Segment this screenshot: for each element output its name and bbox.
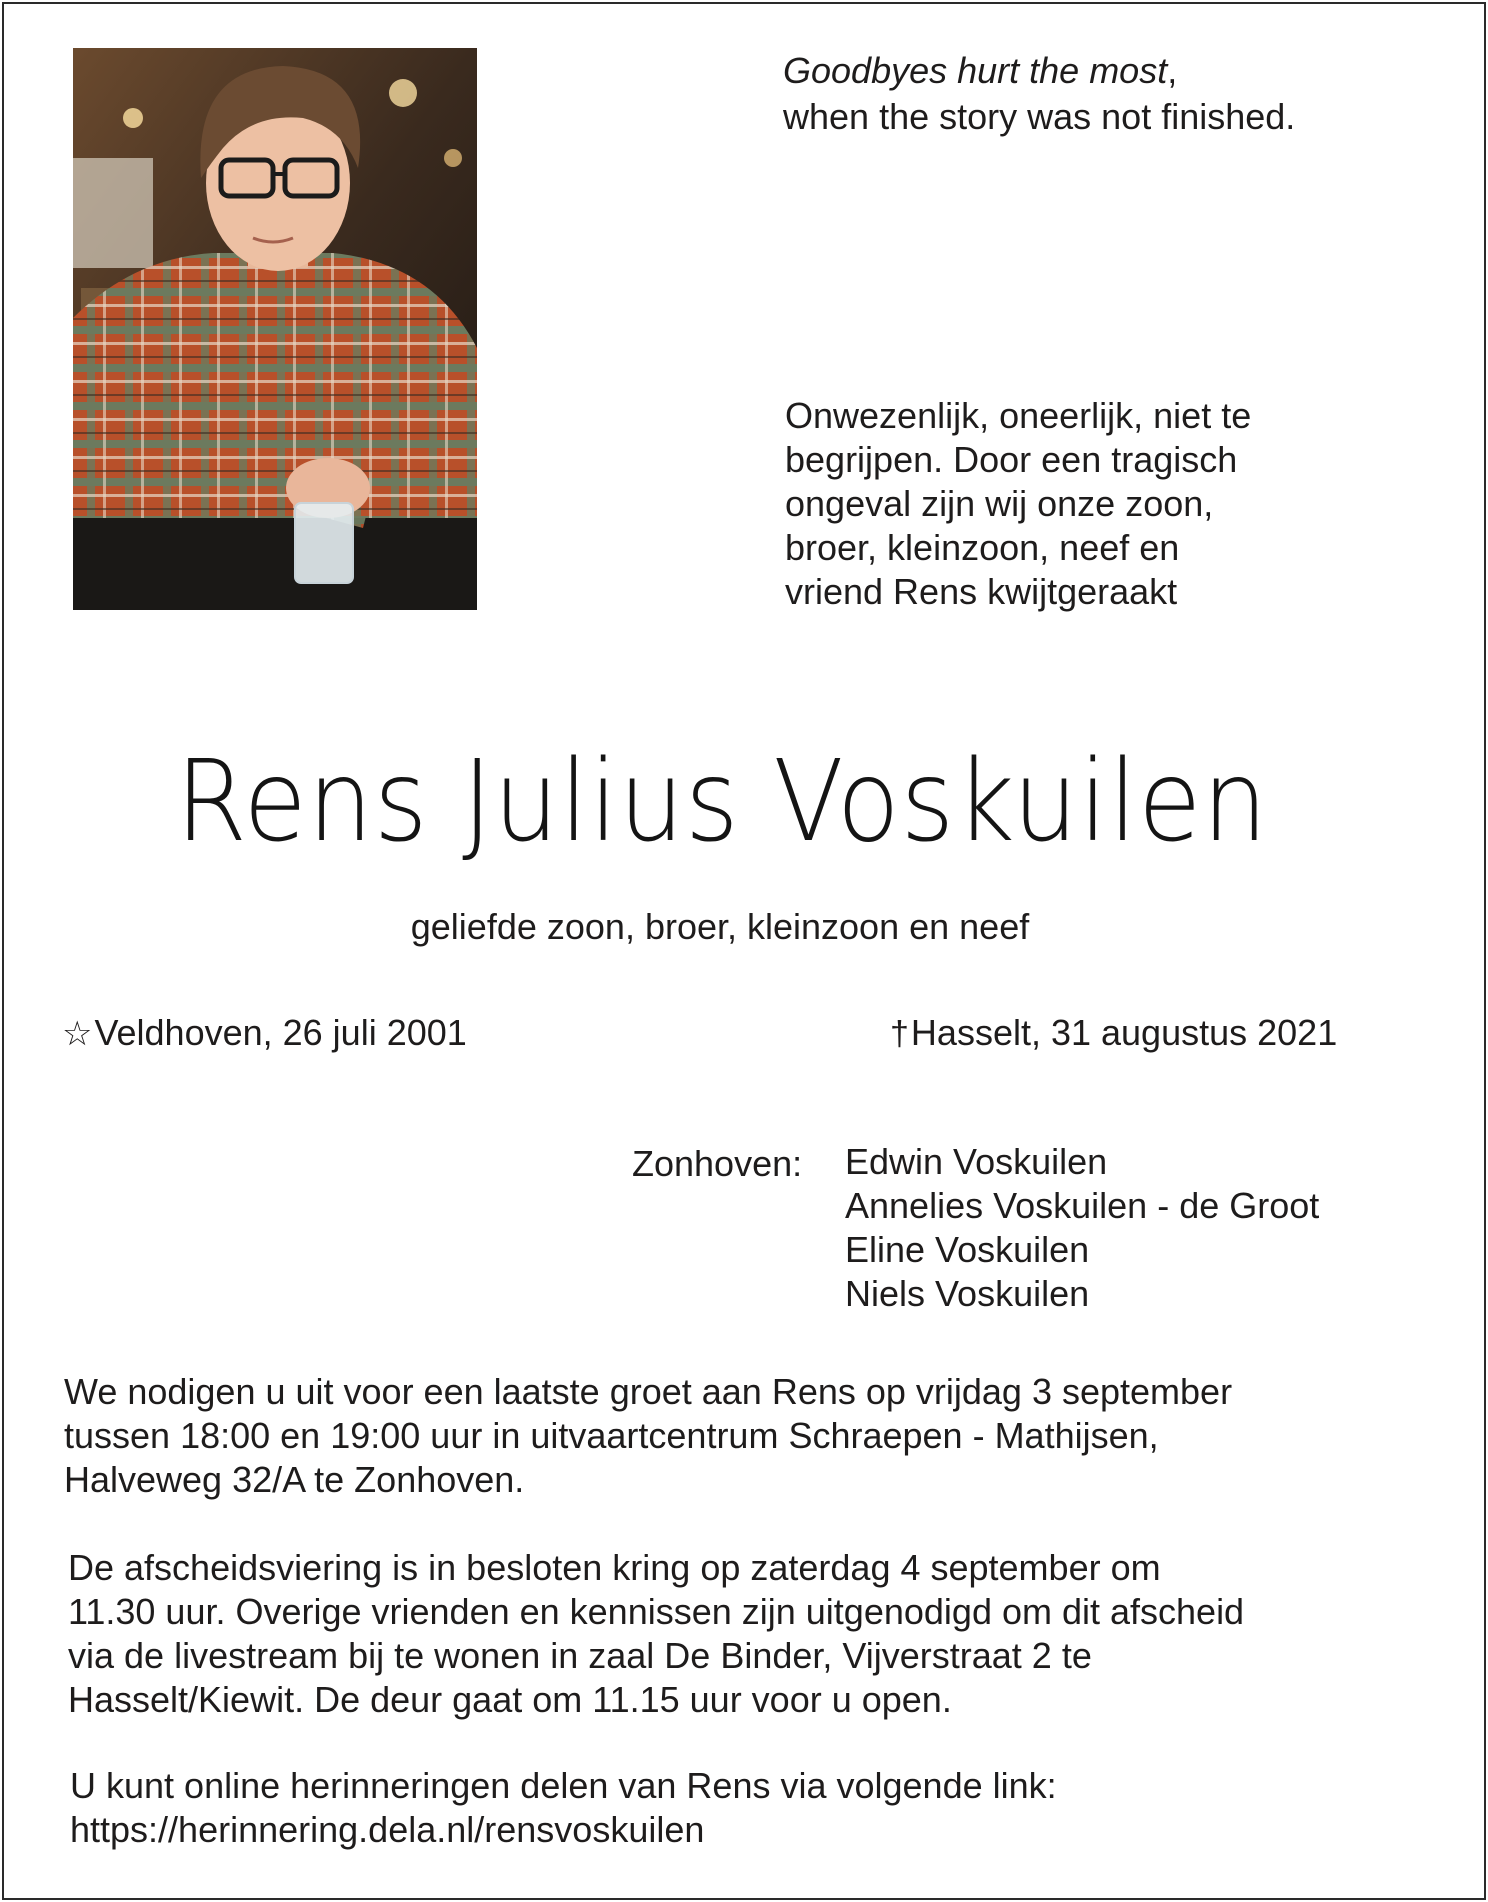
paragraph-line: De afscheidsviering is in besloten kring op zaterdag 4 september om: [68, 1547, 1161, 1588]
paragraph-line: Halveweg 32/A te Zonhoven.: [64, 1459, 525, 1500]
online-memories: [70, 1764, 1057, 1852]
quote: [783, 48, 1295, 140]
paragraph-line: Hasselt/Kiewit. De deur gaat om 11.15 uur voor u open.: [68, 1679, 952, 1720]
intro-line: Onwezenlijk, oneerlijk, niet te: [785, 395, 1252, 436]
family-member: Edwin Voskuilen: [845, 1141, 1108, 1182]
quote-line-2: when the story was not finished.: [783, 96, 1296, 137]
paragraph-line: 11.30 uur. Overige vrienden en kennissen zijn uitgenodigd om dit afscheid: [68, 1591, 1245, 1632]
intro-line: begrijpen. Door een tragisch: [785, 439, 1238, 480]
family-member: Eline Voskuilen: [845, 1229, 1090, 1270]
cross-icon: †: [890, 1015, 909, 1053]
family-members: [845, 1140, 1319, 1316]
birth-text: Veldhoven, 26 juli 2001: [94, 1012, 467, 1053]
family-place: Zonhoven:: [632, 1143, 803, 1184]
deceased-name: Rens Julius Voskuilen: [175, 737, 1269, 867]
subtitle: geliefde zoon, broer, kleinzoon en neef: [410, 906, 1030, 947]
family-member: Niels Voskuilen: [845, 1273, 1090, 1314]
paragraph-line: U kunt online herinneringen delen van Rens via volgende link:: [70, 1765, 1057, 1806]
paragraph-line: via de livestream bij te wonen in zaal De Binder, Vijverstraat 2 te: [68, 1635, 1092, 1676]
farewell-invitation: [64, 1370, 1232, 1502]
memorial-link[interactable]: https://herinnering.dela.nl/rensvoskuilen: [70, 1809, 705, 1850]
paragraph-line: We nodigen u uit voor een laatste groet aan Rens op vrijdag 3 september: [64, 1371, 1233, 1412]
portrait-photo: [73, 48, 477, 610]
family-member: Annelies Voskuilen - de Groot: [845, 1185, 1320, 1226]
death-line: [890, 1010, 1337, 1057]
quote-emphasis: Goodbyes hurt the most: [783, 50, 1168, 91]
quote-comma: ,: [1167, 50, 1178, 91]
intro-line: broer, kleinzoon, neef en: [785, 527, 1180, 568]
intro-line: vriend Rens kwijtgeraakt: [785, 571, 1178, 612]
paragraph-line: tussen 18:00 en 19:00 uur in uitvaartcentrum Schraepen - Mathijsen,: [64, 1415, 1159, 1456]
star-icon: ☆: [62, 1015, 93, 1053]
death-text: Hasselt, 31 augustus 2021: [910, 1012, 1338, 1053]
intro-line: ongeval zijn wij onze zoon,: [785, 483, 1214, 524]
intro-text: [785, 394, 1251, 614]
birth-line: [62, 1010, 467, 1057]
quote-line-1: [783, 48, 1295, 94]
ceremony-info: [68, 1546, 1244, 1722]
